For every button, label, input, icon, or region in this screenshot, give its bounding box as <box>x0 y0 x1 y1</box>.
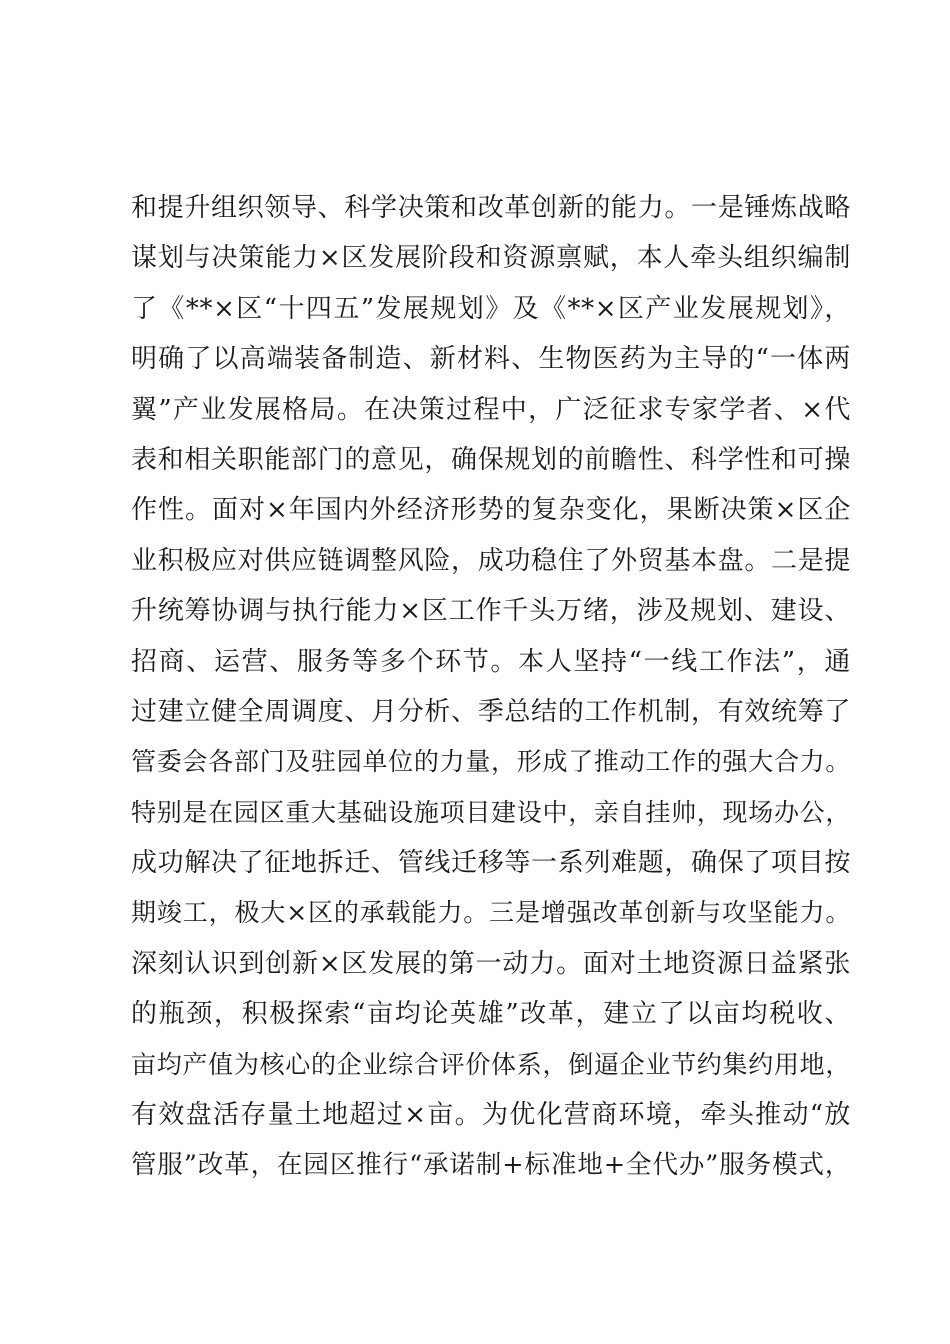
text-line: 明确了以高端装备制造、新材料、生物医药为主导的“一体两 <box>131 344 851 375</box>
text-line: 招商、运营、服务等多个环节。本人坚持“一线工作法”，通 <box>131 646 851 677</box>
text-line: 翼”产业发展格局。在决策过程中，广泛征求专家学者、×代 <box>131 394 851 425</box>
text-line: 成功解决了征地拆迁、管线迁移等一系列难题，确保了项目按 <box>131 848 851 879</box>
text-line: 谋划与决策能力×区发展阶段和资源禀赋，本人牵头组织编制 <box>131 243 851 274</box>
text-line: 的瓶颈，积极探索“亩均论英雄”改革，建立了以亩均税收、 <box>131 999 851 1030</box>
text-line: 升统筹协调与执行能力×区工作千头万绪，涉及规划、建设、 <box>131 596 851 627</box>
text-line: 了《**×区“十四五”发展规划》及《**×区产业发展规划》， <box>131 293 851 324</box>
text-line: 表和相关职能部门的意见，确保规划的前瞻性、科学性和可操 <box>131 444 851 475</box>
text-line: 业积极应对供应链调整风险，成功稳住了外贸基本盘。二是提 <box>131 545 851 576</box>
text-line: 管服”改革，在园区推行“承诺制+标准地+全代办”服务模式， <box>131 1150 851 1181</box>
text-line: 过建立健全周调度、月分析、季总结的工作机制，有效统筹了 <box>131 696 851 727</box>
text-line: 亩均产值为核心的企业综合评价体系，倒逼企业节约集约用地， <box>131 1049 851 1079</box>
text-line: 期竣工，极大×区的承载能力。三是增强改革创新与攻坚能力。 <box>131 898 851 928</box>
text-line: 特别是在园区重大基础设施项目建设中，亲自挂帅，现场办公， <box>131 797 851 827</box>
text-line: 有效盘活存量土地超过×亩。为优化营商环境，牵头推动“放 <box>131 1100 851 1131</box>
body-paragraph <box>131 183 851 1191</box>
text-line: 作性。面对×年国内外经济形势的复杂变化，果断决策×区企 <box>131 495 851 526</box>
text-line: 和提升组织领导、科学决策和改革创新的能力。一是锤炼战略 <box>131 193 851 223</box>
text-line: 管委会各部门及驻园单位的力量，形成了推动工作的强大合力。 <box>131 747 851 777</box>
text-line: 深刻认识到创新×区发展的第一动力。面对土地资源日益紧张 <box>131 948 851 979</box>
